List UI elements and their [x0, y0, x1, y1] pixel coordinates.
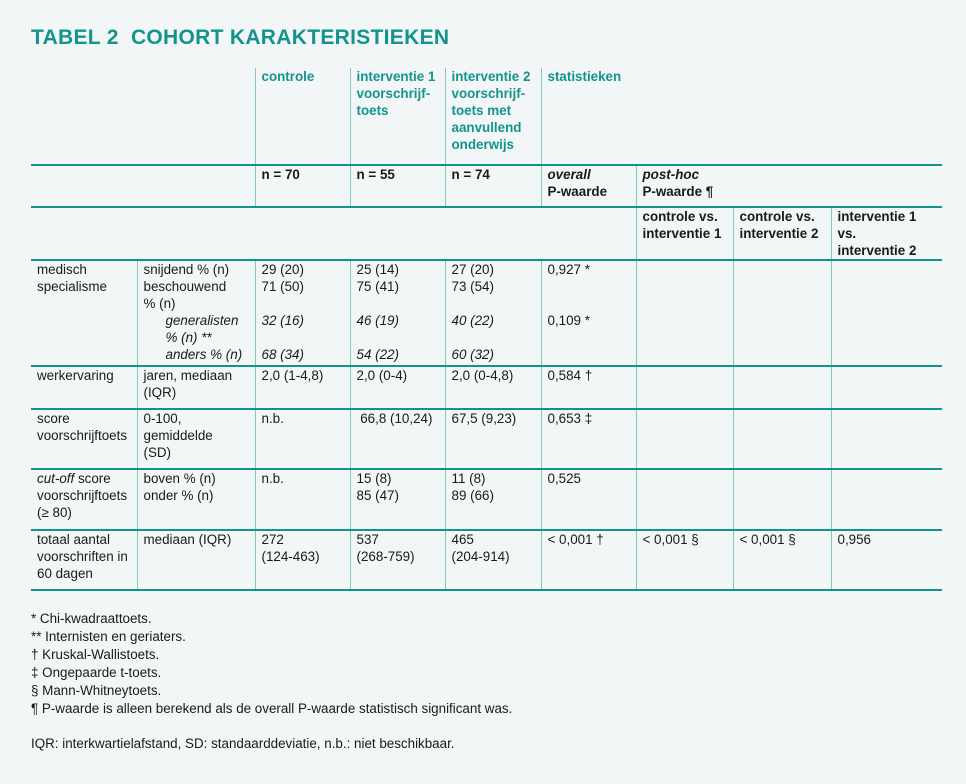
- cell-overall: 0,525: [541, 469, 636, 530]
- comp-controle-vs-int1: controle vs. interventie 1: [636, 207, 733, 260]
- cell-interventie-1: 66,8 (10,24): [350, 409, 445, 469]
- overall-p-header: overall P-waarde: [541, 165, 636, 207]
- cell-controle: n.b.: [255, 469, 350, 530]
- cohort-table: [31, 68, 942, 591]
- row-score: [31, 409, 942, 469]
- cell-overall: 0,584 †: [541, 366, 636, 409]
- footnotes: [31, 610, 512, 718]
- posthoc-p-header: post-hoc P-waarde ¶: [636, 165, 942, 207]
- footnote: † Kruskal-Wallistoets.: [31, 647, 160, 662]
- cell-posthoc-1: < 0,001 §: [636, 530, 733, 590]
- row-totaal-voorschriften: [31, 530, 942, 590]
- footnote: § Mann-Whitneytoets.: [31, 683, 162, 698]
- n-controle: n = 70: [255, 165, 350, 207]
- row-sublabel: snijdend % (n) beschouwend % (n) generalisten % (n) ** anders % (n): [137, 260, 255, 366]
- n-interventie-2: n = 74: [445, 165, 541, 207]
- cell-interventie-2: 2,0 (0-4,8): [445, 366, 541, 409]
- col-header-controle: controle: [255, 68, 350, 165]
- row-sublabel: jaren, mediaan (IQR): [137, 366, 255, 409]
- cell-overall: < 0,001 †: [541, 530, 636, 590]
- row-medisch-specialisme: [31, 260, 942, 366]
- header-row: [31, 68, 942, 165]
- row-werkervaring: [31, 366, 942, 409]
- cell-controle: 29 (20) 71 (50) 32 (16) 68 (34): [255, 260, 350, 366]
- abbreviations-note: IQR: interkwartielafstand, SD: standaarddeviatie, n.b.: niet beschikbaar.: [31, 736, 455, 751]
- comp-int1-vs-int2: interventie 1 vs. interventie 2: [831, 207, 942, 260]
- row-label: werkervaring: [31, 366, 137, 409]
- row-sublabel: mediaan (IQR): [137, 530, 255, 590]
- row-label: totaal aantal voorschriften in 60 dagen: [31, 530, 137, 590]
- cell-interventie-2: 27 (20) 73 (54) 40 (22) 60 (32): [445, 260, 541, 366]
- cell-interventie-2: 465 (204-914): [445, 530, 541, 590]
- comparison-row: [31, 207, 942, 260]
- footnote: ‡ Ongepaarde t-toets.: [31, 665, 162, 680]
- row-label: medisch specialisme: [31, 260, 137, 366]
- col-header-statistieken: statistieken: [541, 68, 942, 165]
- row-sublabel: boven % (n) onder % (n): [137, 469, 255, 530]
- n-row: [31, 165, 942, 207]
- cell-interventie-2: 11 (8) 89 (66): [445, 469, 541, 530]
- footnote: ¶ P-waarde is alleen berekend als de overall P-waarde statistisch significant was.: [31, 701, 513, 716]
- comp-controle-vs-int2: controle vs. interventie 2: [733, 207, 831, 260]
- n-interventie-1: n = 55: [350, 165, 445, 207]
- cell-overall: 0,653 ‡: [541, 409, 636, 469]
- cell-interventie-1: 537 (268-759): [350, 530, 445, 590]
- row-sublabel: 0-100, gemiddelde (SD): [137, 409, 255, 469]
- cell-controle: 2,0 (1-4,8): [255, 366, 350, 409]
- row-cutoff-score: [31, 469, 942, 530]
- cell-posthoc-3: 0,956: [831, 530, 942, 590]
- cell-interventie-1: 2,0 (0-4): [350, 366, 445, 409]
- footnote: * Chi-kwadraattoets.: [31, 611, 152, 626]
- cell-overall: 0,927 * 0,109 *: [541, 260, 636, 366]
- cell-controle: n.b.: [255, 409, 350, 469]
- cell-controle: 272 (124-463): [255, 530, 350, 590]
- cell-posthoc-2: < 0,001 §: [733, 530, 831, 590]
- row-label: cut-off score voorschrijftoets (≥ 80): [31, 469, 137, 530]
- col-header-interventie-2: interventie 2 voorschrijf- toets met aanvullend onderwijs: [445, 68, 541, 165]
- col-header-interventie-1: interventie 1 voorschrijf- toets: [350, 68, 445, 165]
- cell-interventie-1: 25 (14) 75 (41) 46 (19) 54 (22): [350, 260, 445, 366]
- row-label: score voorschrijftoets: [31, 409, 137, 469]
- cell-interventie-2: 67,5 (9,23): [445, 409, 541, 469]
- footnote: ** Internisten en geriaters.: [31, 629, 186, 644]
- table-title: TABEL 2 COHORT KARAKTERISTIEKEN: [31, 26, 450, 49]
- cell-interventie-1: 15 (8) 85 (47): [350, 469, 445, 530]
